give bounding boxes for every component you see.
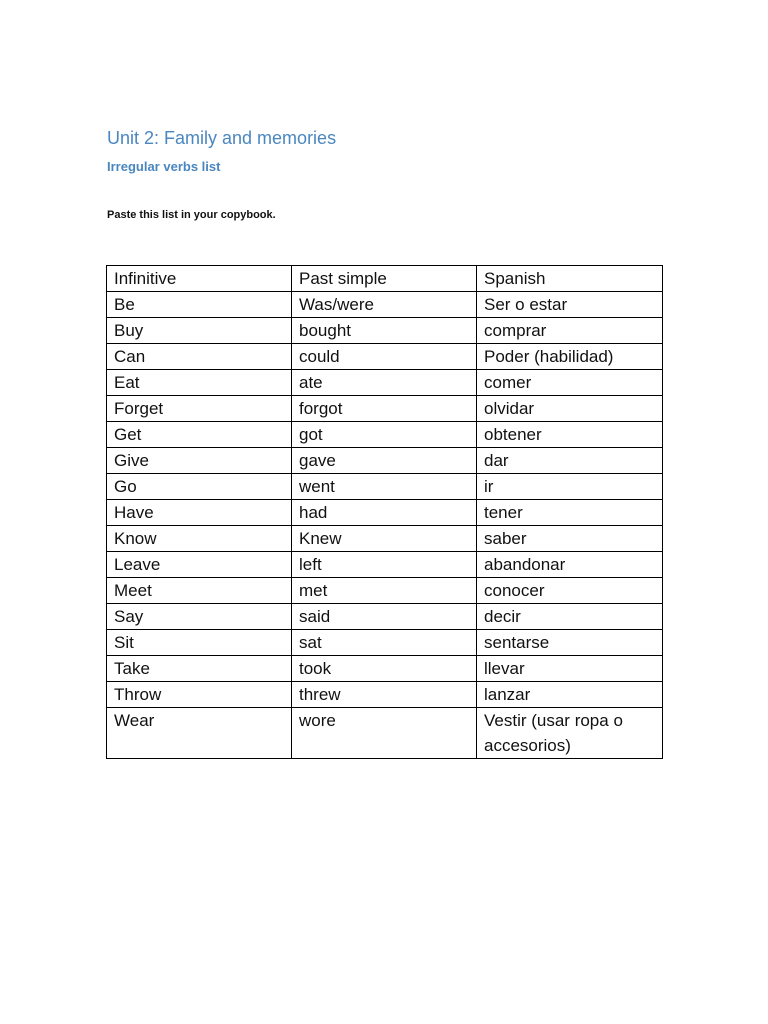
table-header-row — [107, 266, 663, 292]
spanish-cell: olvidar — [477, 396, 663, 422]
past-simple-cell: bought — [292, 318, 477, 344]
past-simple-cell: forgot — [292, 396, 477, 422]
spanish-cell: comer — [477, 370, 663, 396]
spanish-cell: Poder (habilidad) — [477, 344, 663, 370]
infinitive-cell: Know — [107, 526, 292, 552]
infinitive-cell: Leave — [107, 552, 292, 578]
table-row — [107, 292, 663, 318]
past-simple-cell: ate — [292, 370, 477, 396]
infinitive-cell: Have — [107, 500, 292, 526]
spanish-cell: Ser o estar — [477, 292, 663, 318]
header-spanish: Spanish — [477, 266, 663, 292]
past-simple-cell: Was/were — [292, 292, 477, 318]
infinitive-cell: Give — [107, 448, 292, 474]
table-row — [107, 370, 663, 396]
infinitive-cell: Meet — [107, 578, 292, 604]
infinitive-cell: Wear — [107, 708, 292, 759]
header-infinitive: Infinitive — [107, 266, 292, 292]
past-simple-cell: Knew — [292, 526, 477, 552]
table-row — [107, 344, 663, 370]
table-row — [107, 682, 663, 708]
infinitive-cell: Buy — [107, 318, 292, 344]
table-row — [107, 318, 663, 344]
table-row — [107, 578, 663, 604]
spanish-cell: Vestir (usar ropa o accesorios) — [477, 708, 663, 759]
spanish-cell: saber — [477, 526, 663, 552]
spanish-cell: lanzar — [477, 682, 663, 708]
infinitive-cell: Get — [107, 422, 292, 448]
past-simple-cell: could — [292, 344, 477, 370]
instruction-text: Paste this list in your copybook. — [107, 209, 276, 221]
infinitive-cell: Say — [107, 604, 292, 630]
infinitive-cell: Throw — [107, 682, 292, 708]
infinitive-cell: Can — [107, 344, 292, 370]
page-title: Unit 2: Family and memories — [107, 128, 337, 148]
past-simple-cell: went — [292, 474, 477, 500]
irregular-verbs-table — [106, 265, 663, 759]
spanish-cell: sentarse — [477, 630, 663, 656]
spanish-cell: abandonar — [477, 552, 663, 578]
table-row — [107, 500, 663, 526]
table-row — [107, 604, 663, 630]
infinitive-cell: Be — [107, 292, 292, 318]
table-row — [107, 708, 663, 759]
past-simple-cell: left — [292, 552, 477, 578]
past-simple-cell: had — [292, 500, 477, 526]
past-simple-cell: threw — [292, 682, 477, 708]
infinitive-cell: Go — [107, 474, 292, 500]
past-simple-cell: gave — [292, 448, 477, 474]
infinitive-cell: Forget — [107, 396, 292, 422]
spanish-cell: comprar — [477, 318, 663, 344]
table-row — [107, 448, 663, 474]
past-simple-cell: met — [292, 578, 477, 604]
spanish-cell: decir — [477, 604, 663, 630]
past-simple-cell: sat — [292, 630, 477, 656]
table-row — [107, 422, 663, 448]
past-simple-cell: took — [292, 656, 477, 682]
past-simple-cell: said — [292, 604, 477, 630]
table-row — [107, 630, 663, 656]
infinitive-cell: Take — [107, 656, 292, 682]
past-simple-cell: wore — [292, 708, 477, 759]
spanish-cell: obtener — [477, 422, 663, 448]
spanish-cell: ir — [477, 474, 663, 500]
infinitive-cell: Sit — [107, 630, 292, 656]
spanish-cell: tener — [477, 500, 663, 526]
header-past-simple: Past simple — [292, 266, 477, 292]
table-row — [107, 552, 663, 578]
table-row — [107, 396, 663, 422]
past-simple-cell: got — [292, 422, 477, 448]
table-row — [107, 474, 663, 500]
spanish-cell: llevar — [477, 656, 663, 682]
infinitive-cell: Eat — [107, 370, 292, 396]
table-row — [107, 526, 663, 552]
table-row — [107, 656, 663, 682]
spanish-cell: conocer — [477, 578, 663, 604]
spanish-cell: dar — [477, 448, 663, 474]
page-subtitle: Irregular verbs list — [107, 159, 221, 174]
